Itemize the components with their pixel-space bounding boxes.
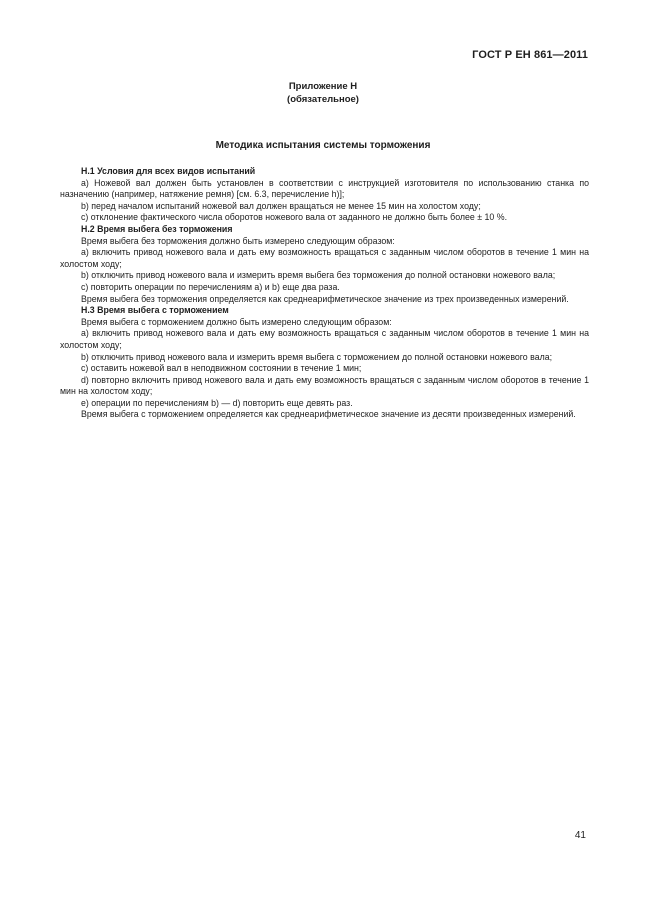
paragraph: а) Ножевой вал должен быть установлен в соответствии с инструкцией изготовителя по использованию станка по назначению (например, натяжение ремня) [см. 6.3, перечисление h)]; bbox=[60, 177, 589, 200]
paragraph: а) включить привод ножевого вала и дать ему возможность вращаться с заданным числом оборотов в течение 1 мин на холостом ходу; bbox=[60, 328, 589, 350]
page-number: 41 bbox=[574, 830, 586, 841]
paragraph: с) повторить операции по перечислениям а) и b) еще два раза. bbox=[81, 281, 340, 292]
paragraph: а) включить привод ножевого вала и дать ему возможность вращаться с заданным числом оборотов в течение 1 мин на холостом ходу; bbox=[60, 247, 589, 269]
standard-code: ГОСТ Р ЕН 861—2011 bbox=[472, 49, 588, 61]
appendix-label: Приложение Н bbox=[288, 81, 358, 92]
paragraph: Время выбега без торможения должно быть измерено следующим образом: bbox=[81, 235, 395, 246]
paragraph: d) повторно включить привод ножевого вала и дать ему возможность вращаться с заданным числом оборотов в течение 1 мин на холостом ходу; bbox=[60, 374, 589, 397]
appendix-status: (обязательное) bbox=[287, 94, 359, 105]
paragraph: b) отключить привод ножевого вала и измерить время выбега с торможением до полной остановки ножевого вала; bbox=[81, 351, 553, 362]
paragraph: b) отключить привод ножевого вала и измерить время выбега без торможения до полной остановки ножевого вала; bbox=[81, 270, 556, 281]
section-heading: Н.2 Время выбега без торможения bbox=[81, 223, 233, 234]
document-title: Методика испытания системы торможения bbox=[215, 140, 431, 151]
paragraph: е) операции по перечислениям b) — d) повторить еще девять раз. bbox=[81, 397, 353, 408]
paragraph: с) оставить ножевой вал в неподвижном состоянии в течение 1 мин; bbox=[81, 363, 362, 374]
section-heading: Н.1 Условия для всех видов испытаний bbox=[81, 166, 256, 176]
paragraph: b) перед началом испытаний ножевой вал должен вращаться не менее 15 мин на холостом ходу; bbox=[81, 200, 481, 211]
paragraph: с) отклонение фактического числа оборотов ножевого вала от заданного не должно быть более ± 10 %. bbox=[81, 212, 508, 223]
appendix-heading bbox=[0, 80, 646, 106]
paragraph: Время выбега с торможением определяется как среднеарифметическое значение из десяти произведенных измерений. bbox=[81, 409, 576, 420]
paragraph: Время выбега с торможением должно быть измерено следующим образом: bbox=[81, 316, 392, 327]
paragraph: Время выбега без торможения определяется как среднеарифметическое значение из трех произведенных измерений. bbox=[81, 293, 569, 304]
section-heading: Н.3 Время выбега с торможением bbox=[81, 305, 229, 316]
document-body bbox=[60, 166, 589, 421]
